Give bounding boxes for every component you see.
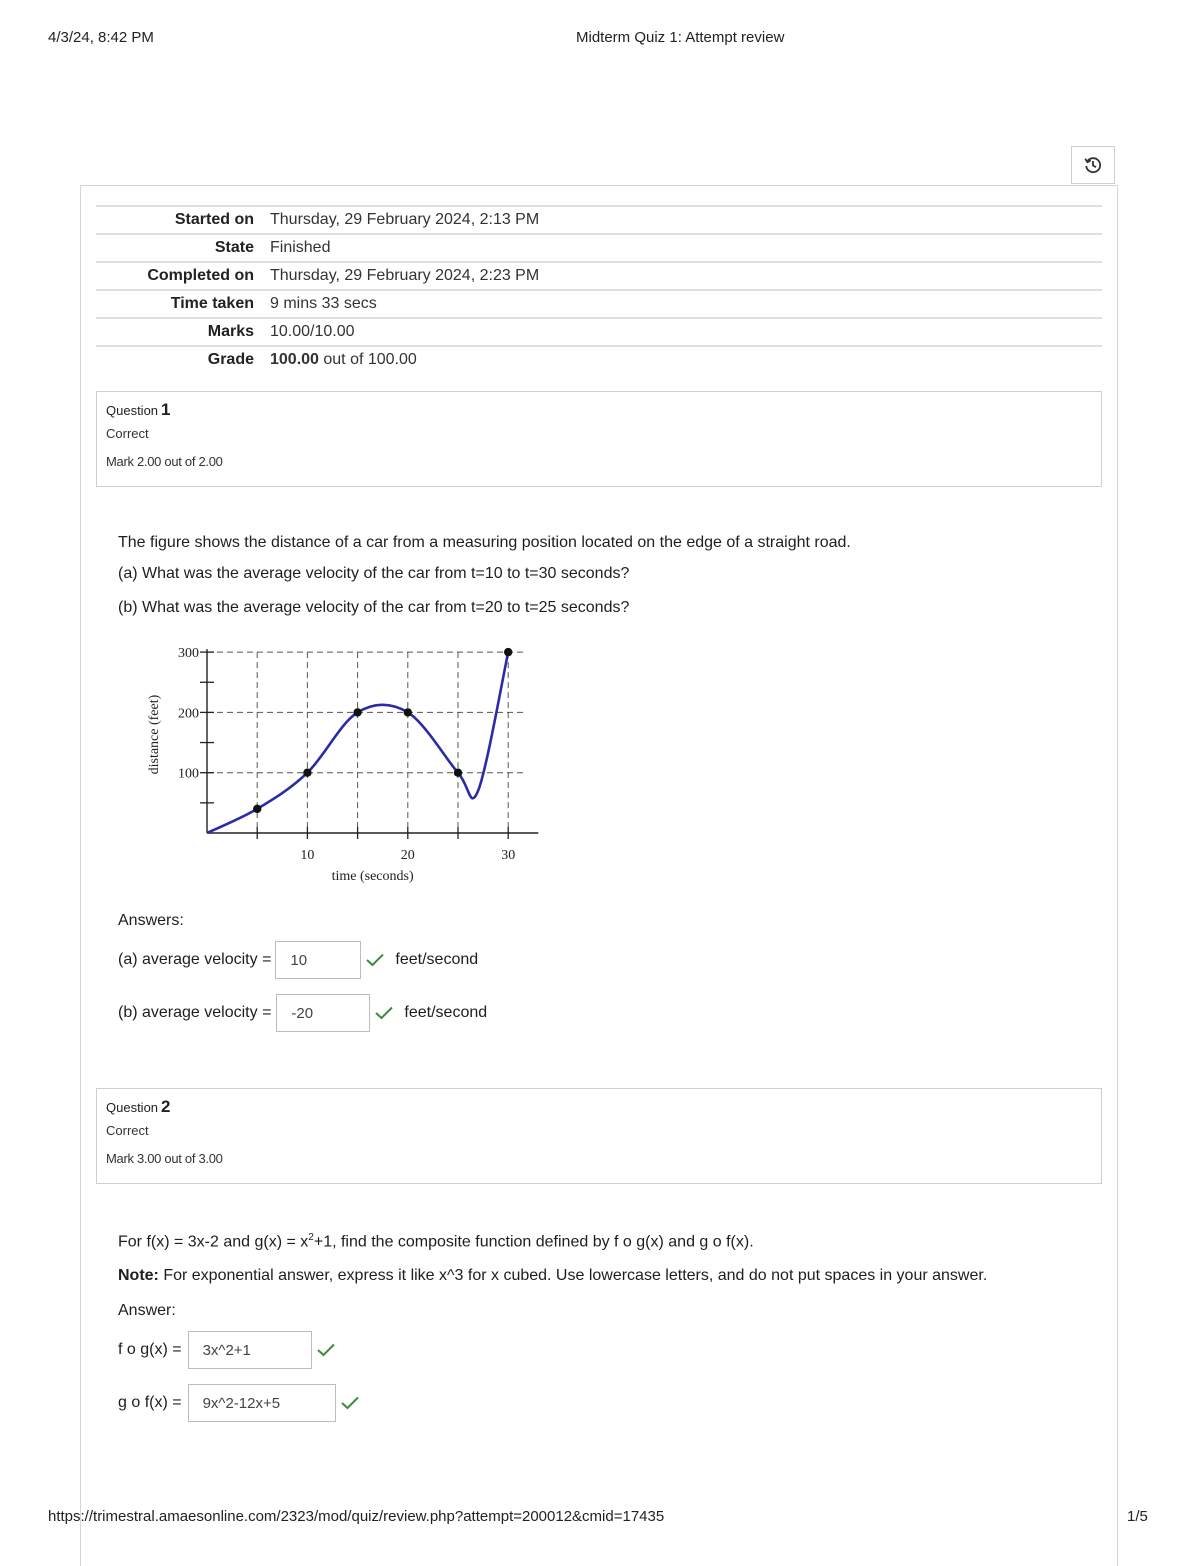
correct-check-icon [374,1005,394,1021]
summary-row [96,262,1102,290]
answer-b-unit: feet/second [404,1004,488,1021]
answer-a-input[interactable]: 10 [275,941,361,979]
summary-row [96,346,1102,373]
summary-value: 10.00/10.00 [270,323,355,340]
chart-x-tick-label: 10 [300,848,315,863]
correct-check-icon [340,1395,360,1411]
chart-x-tick-label: 30 [501,848,516,863]
question-2-text [118,1232,754,1251]
summary-value [270,346,1102,373]
note-text: For exponential answer, express it like x^3 for x cubed. Use lowercase letters, and do not put spaces in your answer. [158,1267,988,1284]
summary-value: Finished [270,239,331,256]
print-page-number: 1/5 [1127,1508,1148,1525]
attempt-summary-table [96,205,1102,373]
answer-gof-prefix: g o f(x) = [118,1394,182,1411]
summary-label: Grade [207,351,254,368]
answer-b-prefix: (b) average velocity = [118,1004,272,1021]
summary-label: Completed on [147,267,254,284]
question-1-text-line: The figure shows the distance of a car from a measuring position located on the edge of a straight road. [118,534,851,551]
answer-b-input[interactable]: -20 [276,994,370,1032]
correct-check-icon [316,1342,336,1358]
answer-row-b [118,994,487,1032]
answer-row-a [118,941,478,979]
distance-time-chart [140,640,550,890]
answer-a-unit: feet/second [395,951,479,968]
question-number: 1 [161,400,171,419]
answer-a-prefix: (a) average velocity = [118,951,272,968]
history-icon [1083,155,1103,175]
chart-data-point [303,769,311,777]
print-url: https://trimestral.amaesonline.com/2323/mod/quiz/review.php?attempt=200012&cmid=17435 [48,1508,665,1525]
question-mark: Mark 2.00 out of 2.00 [106,454,223,469]
answer-row-gof [118,1384,360,1422]
note-label: Note: [118,1267,159,1284]
question-2-text-end: +1, find the composite function defined by f o g(x) and g o f(x). [313,1233,754,1251]
answer-gof-input[interactable]: 9x^2-12x+5 [188,1384,336,1422]
question-1-part-b: (b) What was the average velocity of the car from t=20 to t=25 seconds? [118,599,630,616]
print-datetime: 4/3/24, 8:42 PM [48,29,154,46]
answer-fog-prefix: f o g(x) = [118,1341,182,1358]
chart-data-point [353,708,361,716]
history-button[interactable] [1071,146,1115,184]
summary-label: Time taken [170,295,254,312]
question-2-note [118,1267,987,1285]
chart-data-point [253,805,261,813]
chart-y-tick-label: 300 [178,646,199,662]
answer-heading: Answer: [118,1302,176,1319]
chart-data-point [404,708,412,716]
question-1-info [96,391,1102,487]
chart-data-point [504,648,512,656]
answers-heading: Answers: [118,912,184,929]
question-label: Question [106,403,159,418]
grade-score: 100.00 [270,351,319,368]
summary-row [96,206,1102,234]
question-state: Correct [106,1123,149,1138]
question-2-text-start: For f(x) = 3x-2 and g(x) = x [118,1233,309,1251]
question-number: 2 [161,1097,171,1116]
print-title: Midterm Quiz 1: Attempt review [576,29,785,46]
chart-y-tick-label: 100 [178,766,199,782]
summary-label: Started on [174,211,254,228]
question-1-part-a: (a) What was the average velocity of the car from t=10 to t=30 seconds? [118,565,630,582]
chart-data-point [454,769,462,777]
answer-row-fog [118,1331,336,1369]
grade-outof: out of 100.00 [318,351,417,368]
summary-value: 9 mins 33 secs [270,295,377,312]
question-2-info [96,1088,1102,1184]
chart-y-tick-label: 200 [178,706,199,722]
answer-fog-input[interactable]: 3x^2+1 [188,1331,312,1369]
summary-row [96,234,1102,262]
summary-label: Marks [207,323,254,340]
summary-row [96,290,1102,318]
question-mark: Mark 3.00 out of 3.00 [106,1151,223,1166]
chart-x-axis-label: time (seconds) [331,869,414,884]
correct-check-icon [365,952,385,968]
summary-row [96,318,1102,346]
summary-value: Thursday, 29 February 2024, 2:13 PM [270,211,540,228]
exponent: 2 [308,1232,314,1243]
summary-label: State [214,239,254,256]
summary-value: Thursday, 29 February 2024, 2:23 PM [270,267,540,284]
chart-x-tick-label: 20 [400,848,415,863]
chart-y-axis-label: distance (feet) [147,694,162,775]
question-state: Correct [106,426,149,441]
question-label: Question [106,1100,159,1115]
